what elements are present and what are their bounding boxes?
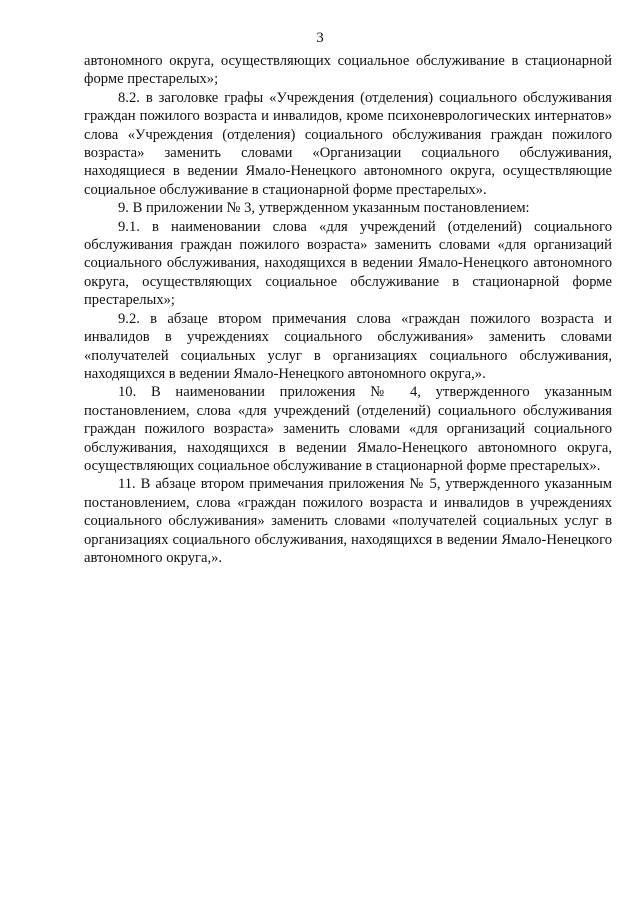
paragraph-9-2: 9.2. в абзаце втором примечания слова «граждан пожилого возраста и инвалидов в учреждениях социального обслуживания» заменить словами «получателей социальных услуг в организациях социального обслуживания, находящихся в ведении Ямало-Ненецкого автономного округа,».: [84, 310, 612, 382]
paragraph-9-1: 9.1. в наименовании слова «для учреждений (отделений) социального обслуживания граждан пожилого возраста» заменить словами «для организаций социального обслуживания, находящихся в ведении Ямало-Ненецкого автономного округа, осуществляющих социальное обслуживание в стационарной форме престарелых»;: [84, 218, 612, 309]
paragraph-10: 10. В наименовании приложения № 4, утвержденного указанным постановлением, слова «для учреждений (отделений) социального обслуживания граждан пожилого возраста» заменить словами «для организаций социального обслуживания, находящихся в ведении Ямало-Ненецкого автономного округа, осуществляющих социальное обслуживание в стационарной форме престарелых».: [84, 384, 612, 474]
paragraph-9: 9. В приложении № 3, утвержденном указанным постановлением:: [118, 200, 530, 217]
document-body: [84, 52, 612, 567]
paragraph-8-2: 8.2. в заголовке графы «Учреждения (отделения) социального обслуживания граждан пожилого возраста и инвалидов, кроме психоневрологических интернатов» слова «Учреждения (отделения) социального обслуживания граждан пожилого возраста» заменить словами «Организации социального обслуживания, находящиеся в ведении Ямало-Ненецкого автономного округа, осуществляющие социальное обслуживание в стационарной форме престарелых».: [84, 89, 612, 198]
paragraph-continuation: автономного округа, осуществляющих социальное обслуживание в стационарной форме престарелых»;: [84, 53, 612, 88]
paragraph-11: 11. В абзаце втором примечания приложения № 5, утвержденного указанным постановлением, слова «граждан пожилого возраста и инвалидов в учреждениях социального обслуживания» заменить словами «получателей социальных услуг в организациях социального обслуживания, находящихся в ведении Ямало-Ненецкого автономного округа,».: [84, 476, 612, 566]
page-number: 3: [316, 30, 324, 46]
